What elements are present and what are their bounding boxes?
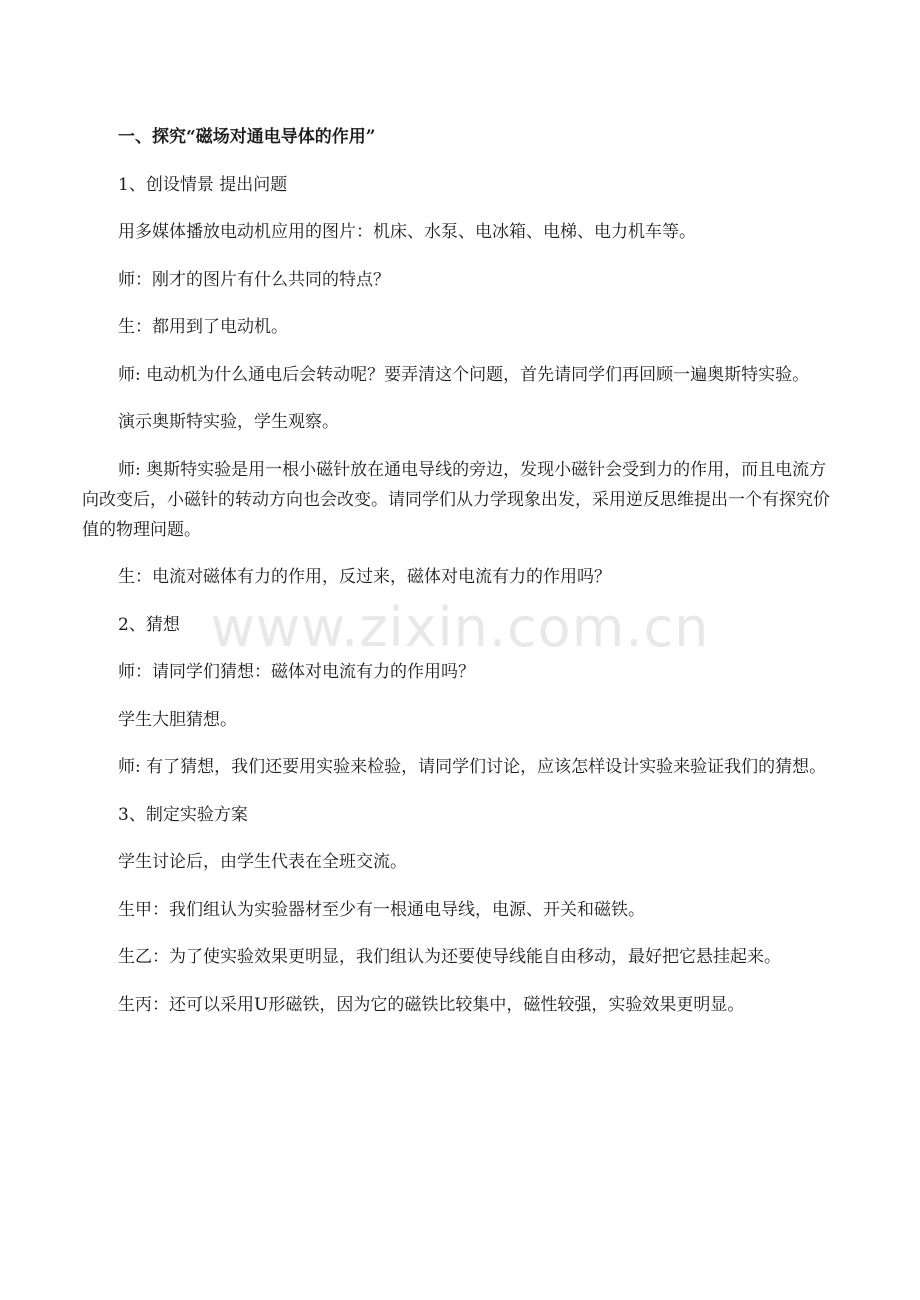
section-heading: 一、探究“磁场对通电导体的作用” — [118, 127, 376, 147]
paragraph: 师: 有了猜想，我们还要用实验来检验，请同学们讨论，应该怎样设计实验来验证我们的猜想。 — [118, 757, 827, 777]
paragraph: 生甲：我们组认为实验器材至少有一根通电导线，电源、开关和磁铁。 — [118, 899, 645, 920]
paragraph: 师: 奥斯特实验是用一根小磁针放在通电导线的旁边，发现小磁针会受到力的作用，而且电流方向改变后，小磁针的转动方向也会改变。请同学们从力学现象出发，采用逆反思维提出一个有探究价值的物理问题。 — [82, 459, 830, 540]
subsection-heading-2: 2、猜想 — [118, 614, 180, 635]
paragraph: 师：请同学们猜想：磁体对电流有力的作用吗？ — [118, 662, 475, 682]
paragraph: 用多媒体播放电动机应用的图片：机床、水泵、电冰箱、电梯、电力机车等。 — [118, 222, 696, 242]
paragraph: 师: 电动机为什么通电后会转动呢？要弄清这个问题，首先请同学们再回顾一遍奥斯特实验。 — [118, 364, 810, 385]
paragraph: 生乙：为了使实验效果更明显，我们组认为还要使导线能自由移动，最好把它悬挂起来。 — [118, 947, 781, 967]
paragraph: 生丙：还可以采用U形磁铁，因为它的磁铁比较集中，磁性较强，实验效果更明显。 — [118, 994, 745, 1015]
subsection-heading-1: 1、创设情景 提出问题 — [118, 174, 288, 195]
paragraph: 生：都用到了电动机。 — [118, 317, 288, 337]
paragraph: 师：刚才的图片有什么共同的特点？ — [118, 269, 390, 290]
paragraph: 学生讨论后，由学生代表在全班交流。 — [118, 852, 407, 872]
document-body — [82, 122, 842, 1037]
paragraph: 学生大胆猜想。 — [118, 709, 237, 730]
watermark: www.zixin.com.cn — [210, 596, 710, 659]
paragraph: 生：电流对磁体有力的作用，反过来，磁体对电流有力的作用吗？ — [118, 567, 611, 587]
subsection-heading-3: 3、制定实验方案 — [118, 804, 248, 825]
paragraph: 演示奥斯特实验，学生观察。 — [118, 412, 339, 432]
